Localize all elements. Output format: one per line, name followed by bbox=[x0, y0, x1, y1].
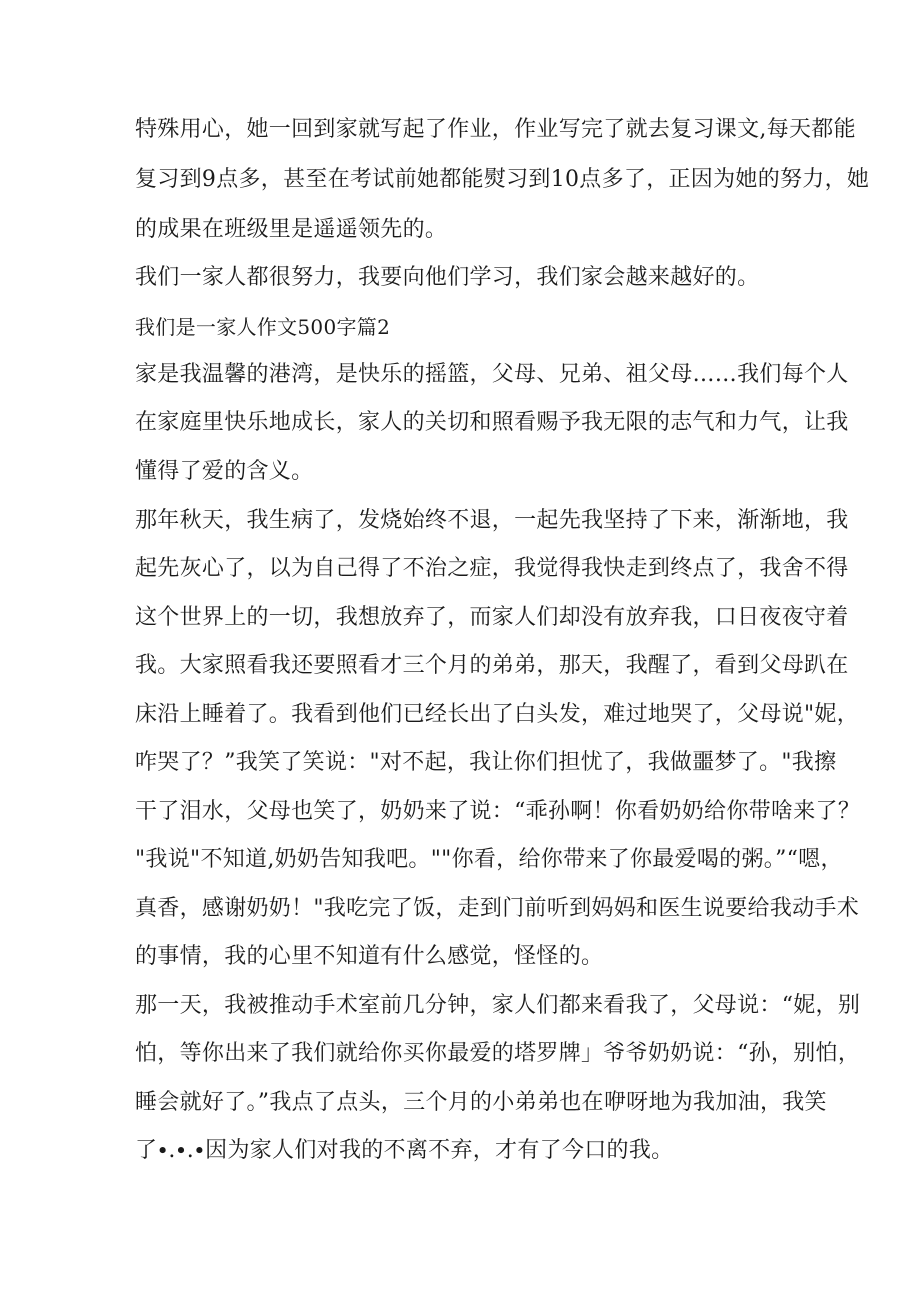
text-line: 干了泪水，父母也笑了，奶奶来了说：“乖孙啊！你看奶奶给你带啥来了？ bbox=[135, 799, 861, 824]
text-line: "我说"不知道,奶奶告知我吧。""你看，给你带来了你最爱喝的粥。”“嗯， bbox=[135, 847, 843, 872]
text-line: 那一天，我被推动手术室前几分钟，家人们都来看我了，父母说：“妮，别 bbox=[135, 993, 861, 1018]
text-line: 床沿上睡着了。我看到他们已经长出了白头发，难过地哭了，父母说"妮， bbox=[135, 702, 860, 727]
text-line: 真香，感谢奶奶！"我吃完了饭，走到门前听到妈妈和医生说要给我动手术 bbox=[135, 896, 860, 921]
text-line: 起先灰心了，以为自己得了不治之症，我觉得我快走到终点了，我舍不得 bbox=[135, 556, 849, 581]
section-title: 我们是一家人作文500字篇2 bbox=[135, 315, 391, 339]
text-line: 我们一家人都很努力，我要向他们学习，我们家会越来越好的。 bbox=[135, 265, 760, 290]
text-line: 睡会就好了。”我点了点头，三个月的小弟弟也在咿呀地为我加油，我笑 bbox=[135, 1090, 827, 1115]
text-line: 的成果在班级里是遥遥领先的。 bbox=[135, 217, 448, 242]
text-line: 在家庭里快乐地成长，家人的关切和照看赐予我无限的志气和力气，让我 bbox=[135, 410, 849, 435]
text-line: 家是我温馨的港湾，是快乐的摇篮，父母、兄弟、祖父母……我们每个人 bbox=[135, 362, 849, 387]
text-line: 了∙.∙.∙因为家人们对我的不离不弃，才有了今口的我。 bbox=[135, 1138, 674, 1163]
text-line: 怕，等你出来了我们就给你买你最爱的塔罗牌」爷爷奶奶说：“孙，别怕， bbox=[135, 1041, 861, 1066]
text-line: 咋哭了？”我笑了笑说："对不起，我让你们担忧了，我做噩梦了。"我擦 bbox=[135, 750, 837, 775]
text-line: 复习到9点多，甚至在考试前她都能熨习到10点多了，正因为她的努力，她 bbox=[135, 167, 870, 192]
text-line: 这个世界上的一切，我想放弃了，而家人们却没有放弃我，口日夜夜守着 bbox=[135, 605, 849, 630]
text-line: 我。大家照看我还要照看才三个月的弟弟，那天，我醒了，看到父母趴在 bbox=[135, 653, 849, 678]
text-line: 懂得了爱的含义。 bbox=[135, 459, 314, 484]
text-line: 特殊用心，她一回到家就写起了作业，作业写完了就去复习课文,每天都能 bbox=[135, 117, 856, 142]
text-line: 的事情，我的心里不知道有什么感觉，怪怪的。 bbox=[135, 944, 604, 969]
text-line: 那年秋天，我生病了，发烧始终不退，一起先我坚持了下来，渐渐地，我 bbox=[135, 508, 849, 533]
